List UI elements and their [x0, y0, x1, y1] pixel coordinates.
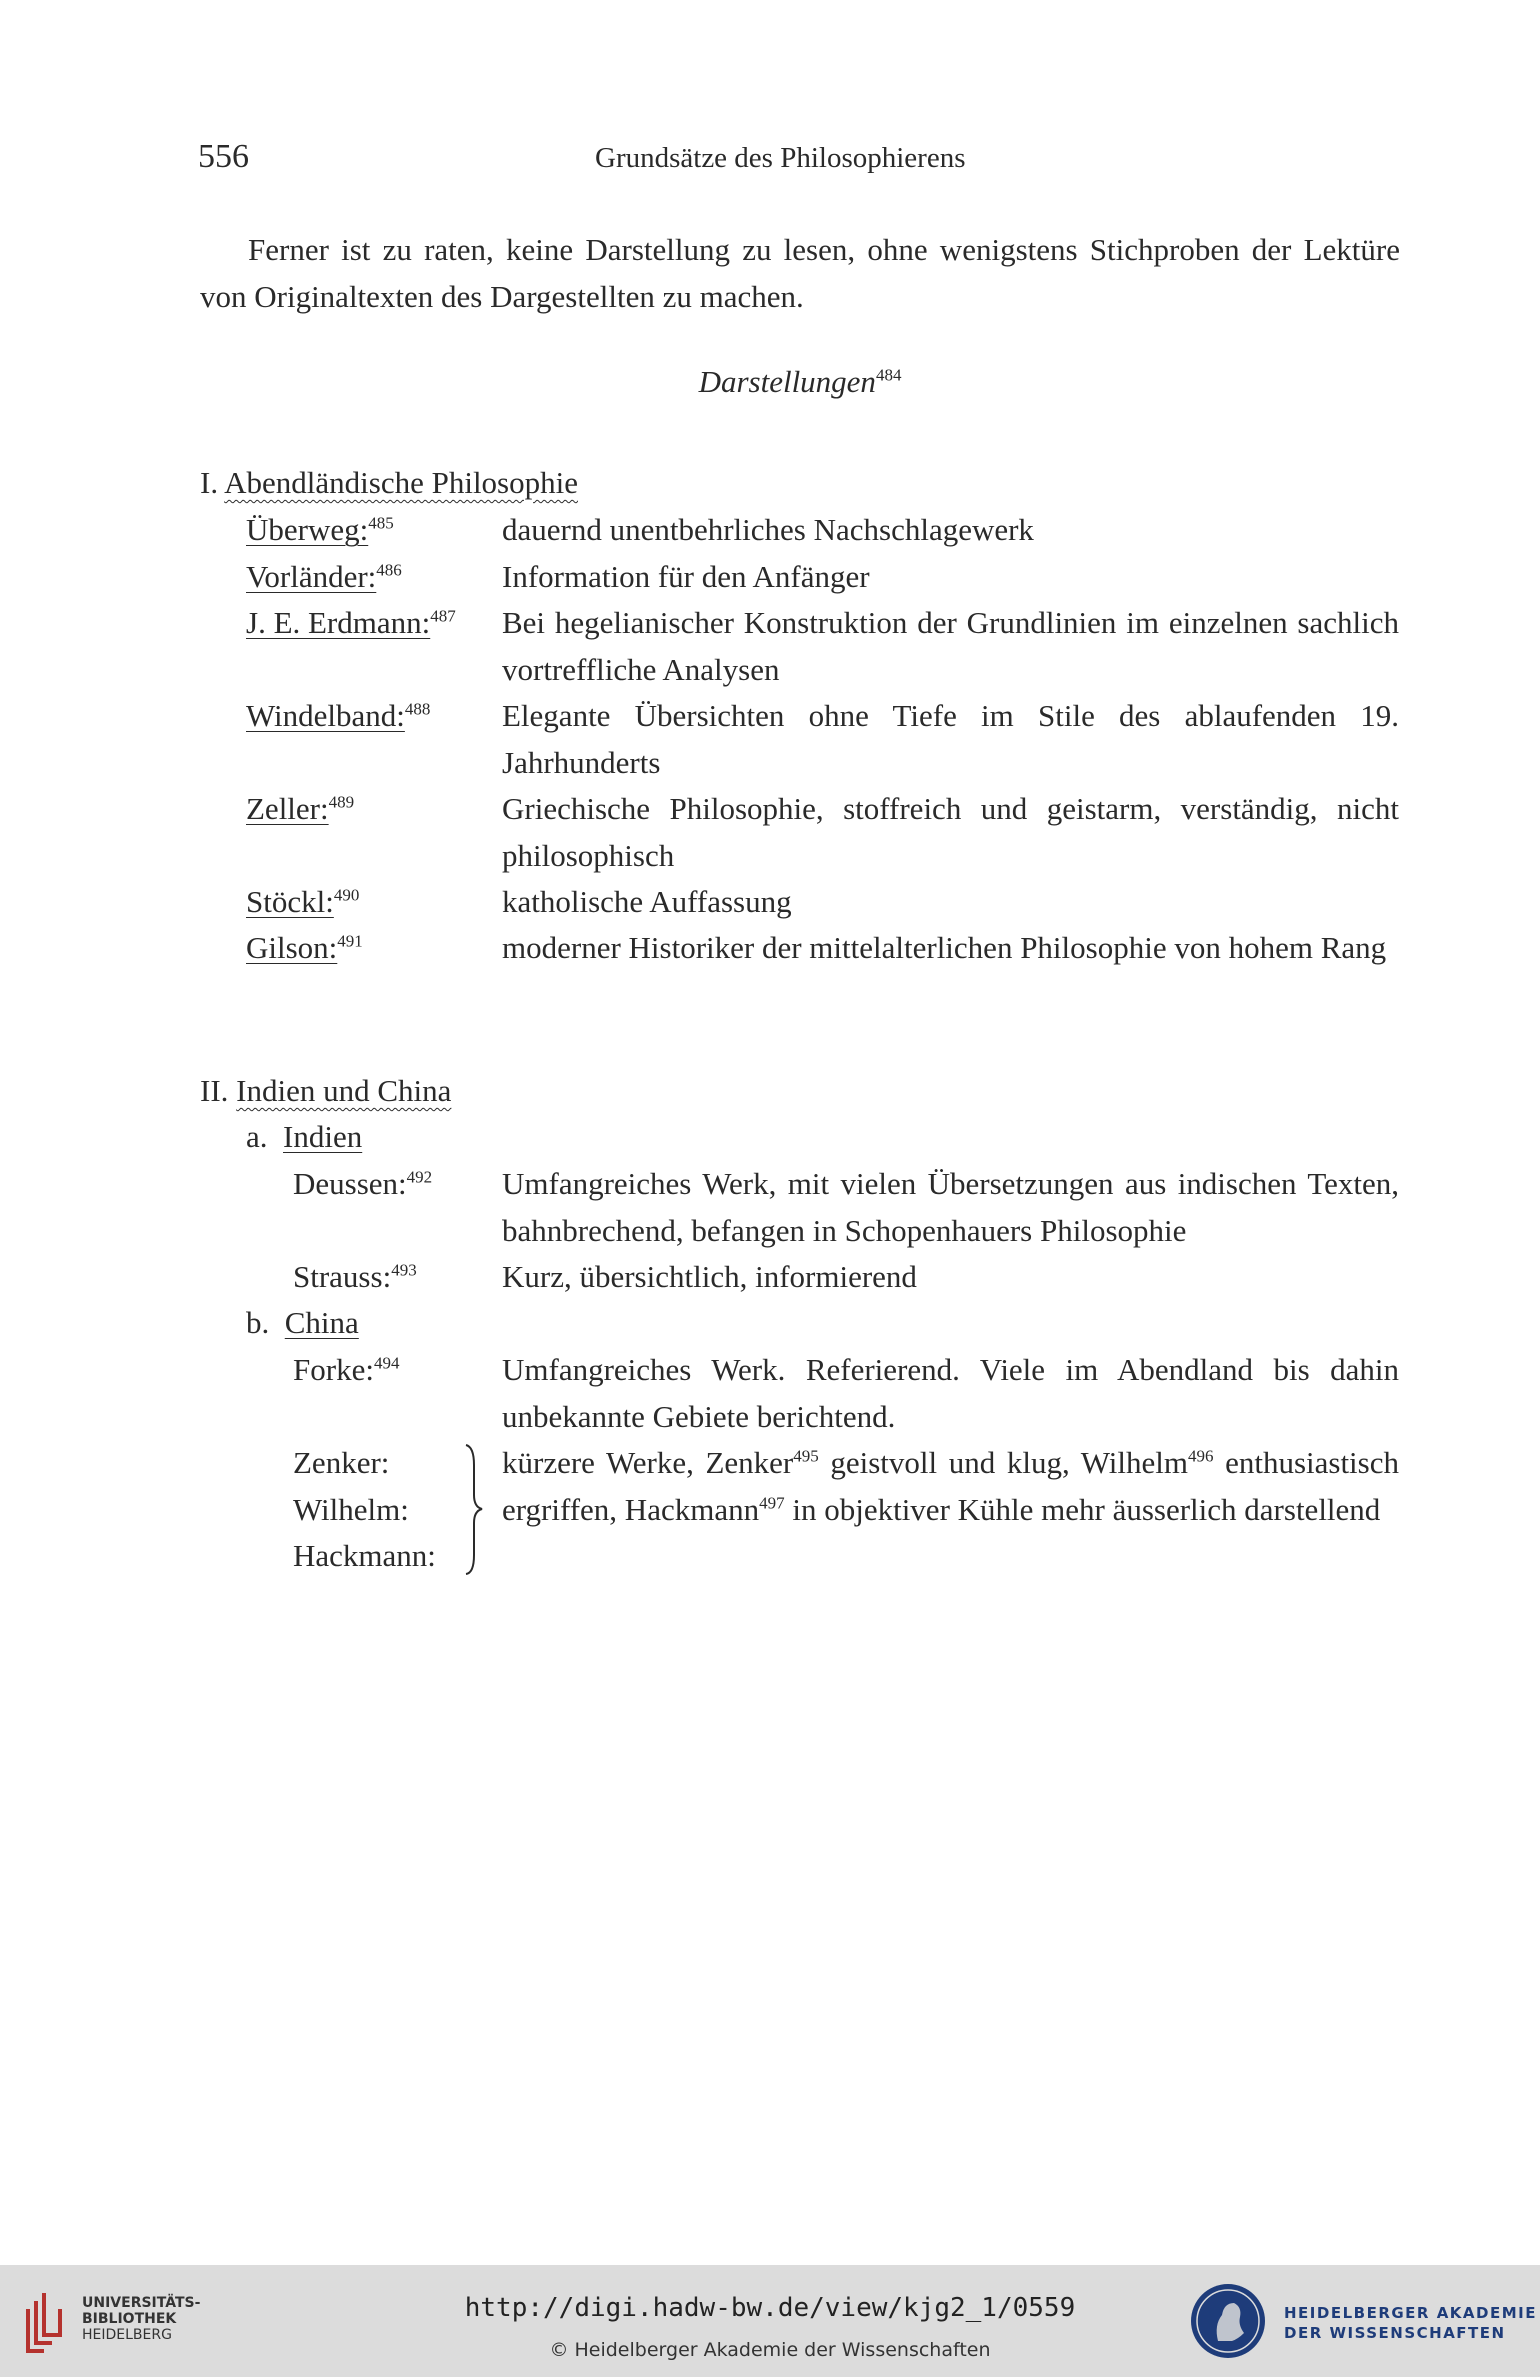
entry-name: Vorländer:$^{486}$: [246, 559, 402, 594]
copyright-text: © Heidelberger Akademie der Wissenschaften: [549, 2339, 991, 2361]
entry-name: Forke:$^{494}$: [293, 1352, 400, 1387]
entry-description: kürzere Werke, Zenker$^{495}$ geistvoll und klug, Wilhelm$^{496}$ enthusiastisch ergriffen, Hackmann$^{497}$ in objektiver Kühle mehr äusserlich darstellend: [502, 1445, 1399, 1527]
footnote-ref: 493: [391, 1260, 417, 1280]
intro-paragraph: Ferner ist zu raten, keine Darstellung zu lesen, ohne wenigstens Stichproben der Lektüre von Originaltexten des Dargestellten zu machen.: [200, 232, 1400, 314]
entry-description: Bei hegelianischer Konstruktion der Grundlinien im einzelnen sachlich vortreffliche Analysen: [502, 605, 1399, 687]
sub-title: Indien: [283, 1119, 363, 1154]
sub-letter: a.: [246, 1119, 268, 1154]
entry-description: moderner Historiker der mittelalterlichen Philosophie von hohem Rang: [502, 930, 1387, 965]
section-heading: [0, 364, 1540, 400]
page-number: 556: [198, 138, 249, 175]
source-url-link[interactable]: http://digi.hadw-bw.de/view/kjg2_1/0559: [464, 2293, 1076, 2323]
footnote-ref: 484: [875, 365, 902, 385]
library-logo-text: UNIVERSITÄTS- BIBLIOTHEK HEIDELBERG: [82, 2295, 201, 2343]
academy-logo-text: HEIDELBERGER AKADEMIE DER WISSENSCHAFTEN: [1284, 2304, 1537, 2342]
footnote-ref: 496: [1187, 1446, 1214, 1466]
subheading-indien: [246, 1114, 362, 1160]
running-title: Grundsätze des Philosophierens: [595, 142, 966, 174]
entry-name: Überweg:$^{485}$: [246, 512, 394, 547]
footnote-ref: 487: [430, 606, 456, 626]
entry-description: Kurz, übersichtlich, informierend: [502, 1259, 917, 1294]
sub-letter: b.: [246, 1305, 270, 1340]
footnote-ref: 495: [793, 1446, 819, 1466]
entry-name: Wilhelm:: [293, 1491, 409, 1527]
footnote-ref: 489: [328, 792, 355, 812]
part-heading-abendland: [200, 460, 578, 506]
academy-seal-icon: [1188, 2281, 1268, 2361]
footer-bar: [0, 2265, 1540, 2377]
part-heading-indien-china: [200, 1068, 451, 1114]
footnote-ref: 488: [404, 699, 431, 719]
footnote-ref: 497: [759, 1493, 785, 1513]
footnote-ref: 486: [376, 560, 402, 580]
part-numeral: I.: [200, 465, 219, 500]
entry-name: Zenker:: [293, 1445, 390, 1480]
entry-name: Strauss:$^{493}$: [293, 1259, 417, 1294]
entry-description: katholische Auffassung: [502, 884, 792, 919]
footnote-ref: 490: [333, 885, 360, 905]
curly-brace-icon: [462, 1443, 488, 1576]
entry-name: J. E. Erdmann:$^{487}$: [246, 605, 456, 640]
footnote-ref: 491: [337, 931, 363, 951]
section-heading-text: Darstellungen: [698, 364, 876, 399]
entry-name: Hackmann:: [293, 1538, 436, 1573]
entry-description: Griechische Philosophie, stoffreich und geistarm, verständig, nicht philosophisch: [502, 791, 1399, 873]
entry-name: Gilson:$^{491}$: [246, 930, 363, 965]
entry-name: Stöckl:$^{490}$: [246, 884, 360, 919]
entry-description: dauernd unentbehrliches Nachschlagewerk: [502, 512, 1034, 547]
footnote-ref: 492: [406, 1167, 433, 1187]
sub-title: China: [284, 1305, 359, 1340]
entry-description: Umfangreiches Werk. Referierend. Viele im Abendland bis dahin unbekannte Gebiete berichtend.: [502, 1352, 1399, 1434]
entry-name: Deussen:$^{492}$: [293, 1166, 433, 1201]
footnote-ref: 485: [368, 513, 394, 533]
entry-name: Windelband:$^{488}$: [246, 698, 431, 733]
entry-description: Elegante Übersichten ohne Tiefe im Stile des ablaufenden 19. Jahrhunderts: [502, 698, 1399, 780]
entry-name: Zeller:$^{489}$: [246, 791, 355, 826]
part-numeral: II.: [200, 1073, 229, 1108]
part-title: Abendländische Philosophie: [224, 465, 578, 500]
subheading-china: [246, 1300, 359, 1346]
footnote-ref: 494: [373, 1353, 400, 1373]
entry-description: Umfangreiches Werk, mit vielen Übersetzungen aus indischen Texten, bahnbrechend, befangen in Schopenhauers Philosophie: [502, 1166, 1399, 1248]
part-title: Indien und China: [236, 1073, 452, 1108]
entry-description: Information für den Anfänger: [502, 559, 870, 594]
